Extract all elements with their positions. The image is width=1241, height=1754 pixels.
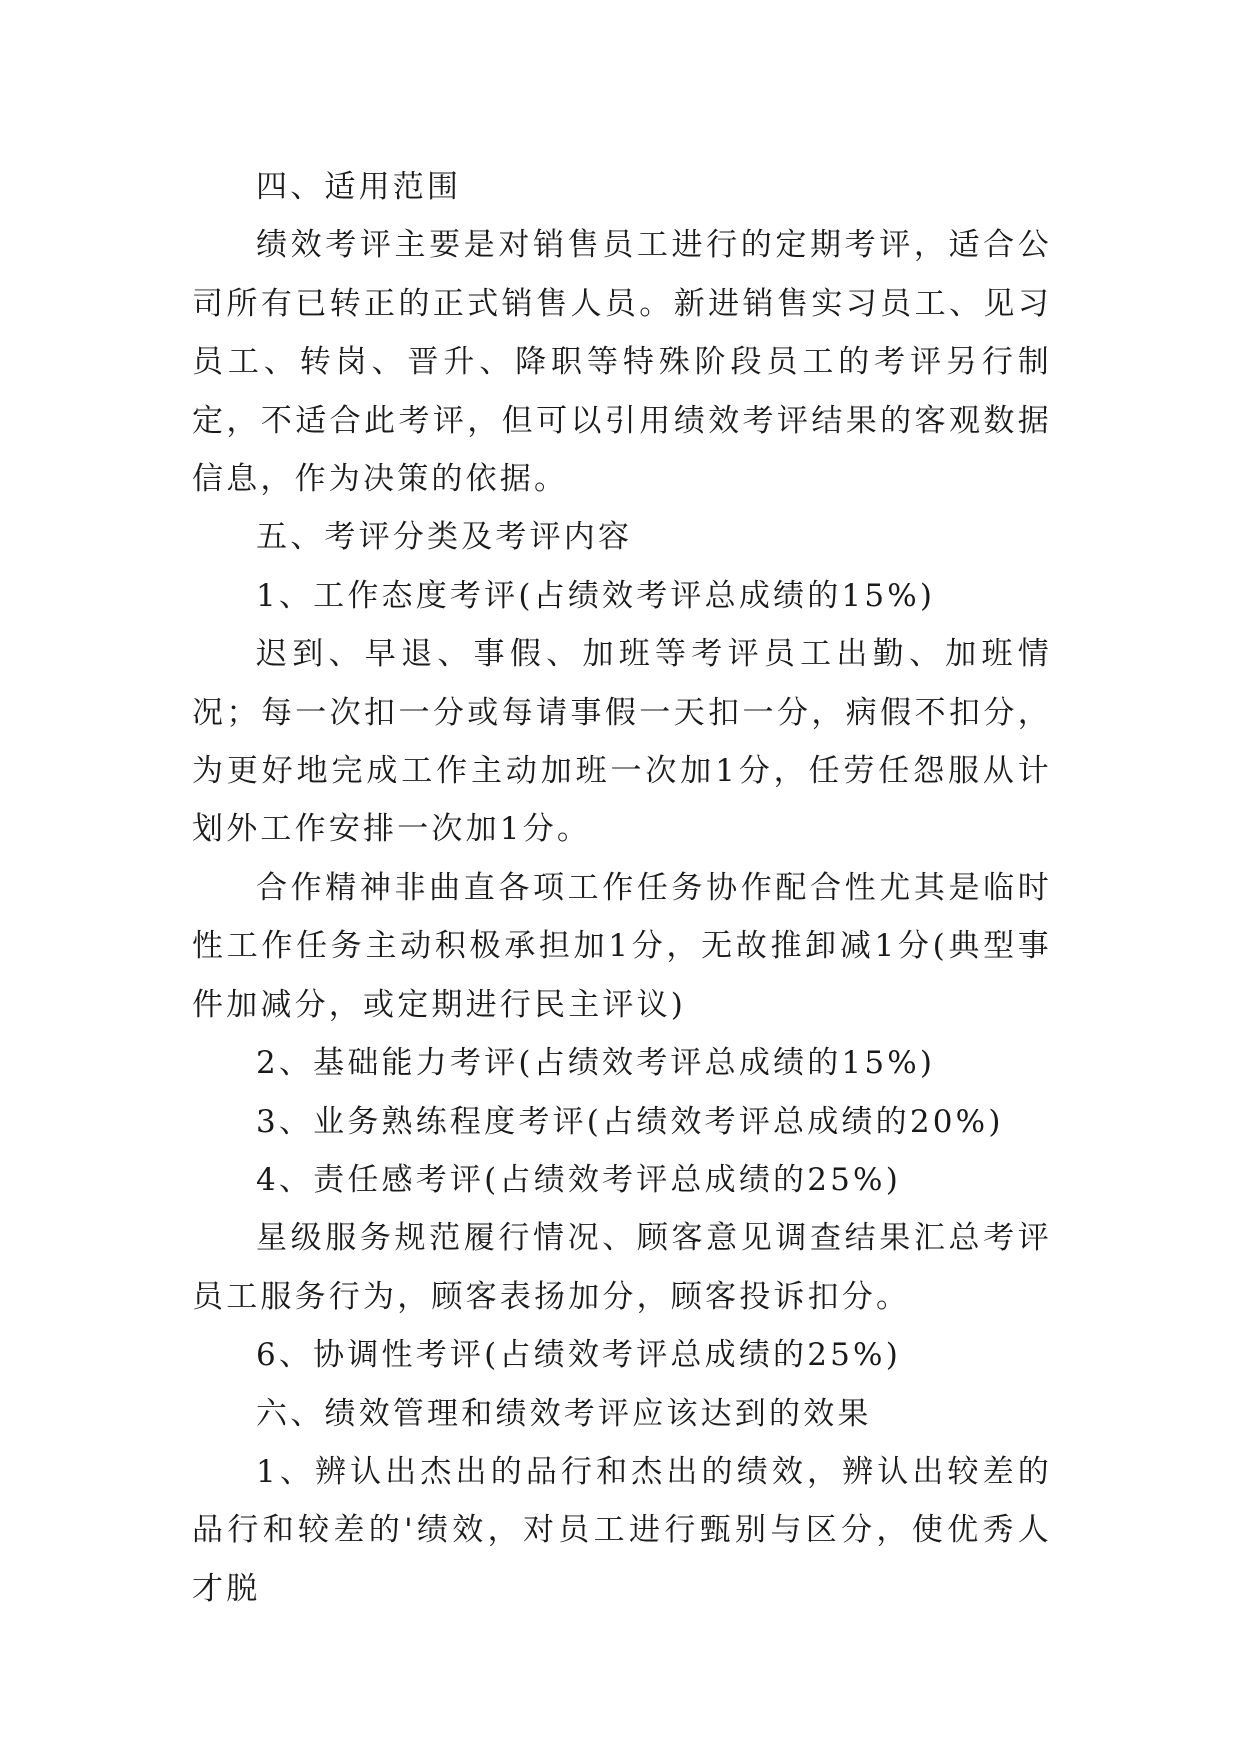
- section-heading-scope: 四、适用范围: [256, 169, 462, 205]
- item-coordination: 6、协调性考评(占绩效考评总成绩的25%): [256, 1337, 902, 1374]
- item-responsibility: 4、责任感考评(占绩效考评总成绩的25%): [256, 1161, 902, 1198]
- section-heading-categories: 五、考评分类及考评内容: [256, 519, 633, 556]
- item-basic-ability: 2、基础能力考评(占绩效考评总成绩的15%): [256, 1045, 936, 1082]
- item-work-attitude: 1、工作态度考评(占绩效考评总成绩的15%): [256, 577, 936, 614]
- paragraph-attendance-rules: 迟到、早退、事假、加班等考评员工出勤、加班情况；每一次扣一分或每请事假一天扣一分，病假不扣分，为更好地完成工作主动加班一次加1分，任劳任怨服从计划外工作安排一次加1分。: [192, 636, 1052, 848]
- paragraph-scope-description: 绩效考评主要是对销售员工进行的定期考评，适合公司所有已转正的正式销售人员。新进销售实习员工、见习员工、转岗、晋升、降职等特殊阶段员工的考评另行制定，不适合此考评，但可以引用绩效考评结果的客观数据信息，作为决策的依据。: [192, 227, 1052, 498]
- paragraph-service-rules: 星级服务规范履行情况、顾客意见调查结果汇总考评员工服务行为，顾客表扬加分，顾客投诉扣分。: [192, 1220, 1052, 1315]
- document-body: [192, 158, 1052, 1618]
- section-heading-effects: 六、绩效管理和绩效考评应该达到的效果: [256, 1395, 872, 1432]
- item-business-proficiency: 3、业务熟练程度考评(占绩效考评总成绩的20%): [256, 1103, 1004, 1140]
- paragraph-effect-1: 1、辨认出杰出的品行和杰出的绩效，辨认出较差的品行和较差的'绩效，对员工进行甄别与区分，使优秀人才脱: [192, 1453, 1052, 1607]
- paragraph-cooperation-rules: 合作精神非曲直各项工作任务协作配合性尤其是临时性工作任务主动积极承担加1分，无故推卸减1分(典型事件加减分，或定期进行民主评议): [192, 869, 1052, 1023]
